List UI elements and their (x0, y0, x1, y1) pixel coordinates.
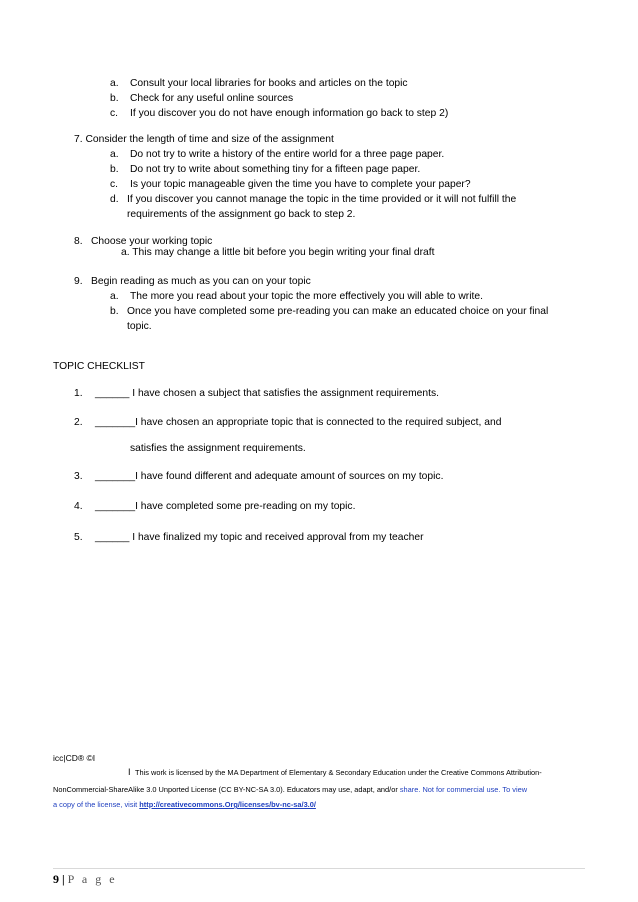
page-label: P a g e (67, 872, 118, 886)
step9-item-b: Once you have completed some pre-reading you can make an educated choice on your final (127, 306, 549, 317)
step9-item-a: The more you read about your topic the more effectively you will able to write. (130, 291, 483, 302)
list-number: 9. (74, 276, 83, 287)
page-separator: | (62, 872, 65, 886)
checklist-item-3: _______I have found different and adequate amount of sources on my topic. (95, 471, 444, 482)
checklist-number: 2. (74, 417, 83, 428)
step9-heading: Begin reading as much as you can on your topic (91, 276, 311, 287)
checklist-item-2-continued: satisfies the assignment requirements. (130, 443, 306, 454)
step7-item-d-continued: requirements of the assignment go back to step 2. (127, 209, 356, 220)
list-marker: b. (110, 164, 119, 175)
checklist-number: 1. (74, 388, 83, 399)
step7-item-d: If you discover you cannot manage the topic in the time provided or it will not fulfill the (127, 194, 517, 205)
footer-divider (53, 868, 585, 869)
checklist-item-4: _______I have completed some pre-reading on my topic. (95, 501, 356, 512)
checklist-number: 3. (74, 471, 83, 482)
step7-item-c: Is your topic manageable given the time you have to complete your paper? (130, 179, 471, 190)
step6-item-a: Consult your local libraries for books and articles on the topic (130, 78, 408, 89)
step6-item-b: Check for any useful online sources (130, 93, 294, 104)
step8-sub: a. This may change a little bit before you begin writing your final draft (121, 247, 435, 258)
license-marker: I (128, 767, 131, 777)
list-marker: a. (110, 149, 119, 160)
step8-heading: Choose your working topic (91, 236, 213, 247)
list-marker: c. (110, 179, 119, 190)
step9-item-b-continued: topic. (127, 321, 152, 332)
list-marker: c. (110, 108, 119, 119)
checklist-title: TOPIC CHECKLIST (53, 361, 145, 372)
page-number: 9 (53, 872, 59, 886)
license-logo-text: icc|CD® ©I (53, 753, 96, 763)
list-marker: a. (110, 78, 119, 89)
list-marker: a. (110, 291, 119, 302)
list-marker: b. (110, 306, 119, 317)
step7-item-a: Do not try to write a history of the entire world for a three page paper. (130, 149, 445, 160)
step7-item-b: Do not try to write about something tiny for a fifteen page paper. (130, 164, 421, 175)
checklist-number: 5. (74, 532, 83, 543)
license-line-3: a copy of the license, visit http://creativecommons.Org/licenses/bv-nc-sa/3.0/ (53, 800, 316, 809)
checklist-item-1: ______ I have chosen a subject that satisfies the assignment requirements. (95, 388, 440, 399)
page-footer (53, 872, 117, 887)
step7-heading: 7. Consider the length of time and size of the assignment (74, 134, 334, 145)
checklist-number: 4. (74, 501, 83, 512)
list-marker: d. (110, 194, 119, 205)
license-line-1: This work is licensed by the MA Department of Elementary & Secondary Education under the Creative Commons Attribution- (135, 768, 542, 777)
step6-item-c: If you discover you do not have enough information go back to step 2) (130, 108, 449, 119)
list-number: 8. (74, 236, 83, 247)
checklist-item-2: _______I have chosen an appropriate topic that is connected to the required subject, and (95, 417, 502, 428)
license-link[interactable]: http://creativecommons.Org/licenses/bv-nc-sa/3.0/ (139, 800, 316, 809)
list-marker: b. (110, 93, 119, 104)
license-line-2: NonCommercial-ShareAlike 3.0 Unported License (CC BY-NC-SA 3.0). Educators may use, adapt, and/or share. Not for commercial use. To view (53, 785, 528, 794)
checklist-item-5: ______ I have finalized my topic and received approval from my teacher (95, 532, 424, 543)
